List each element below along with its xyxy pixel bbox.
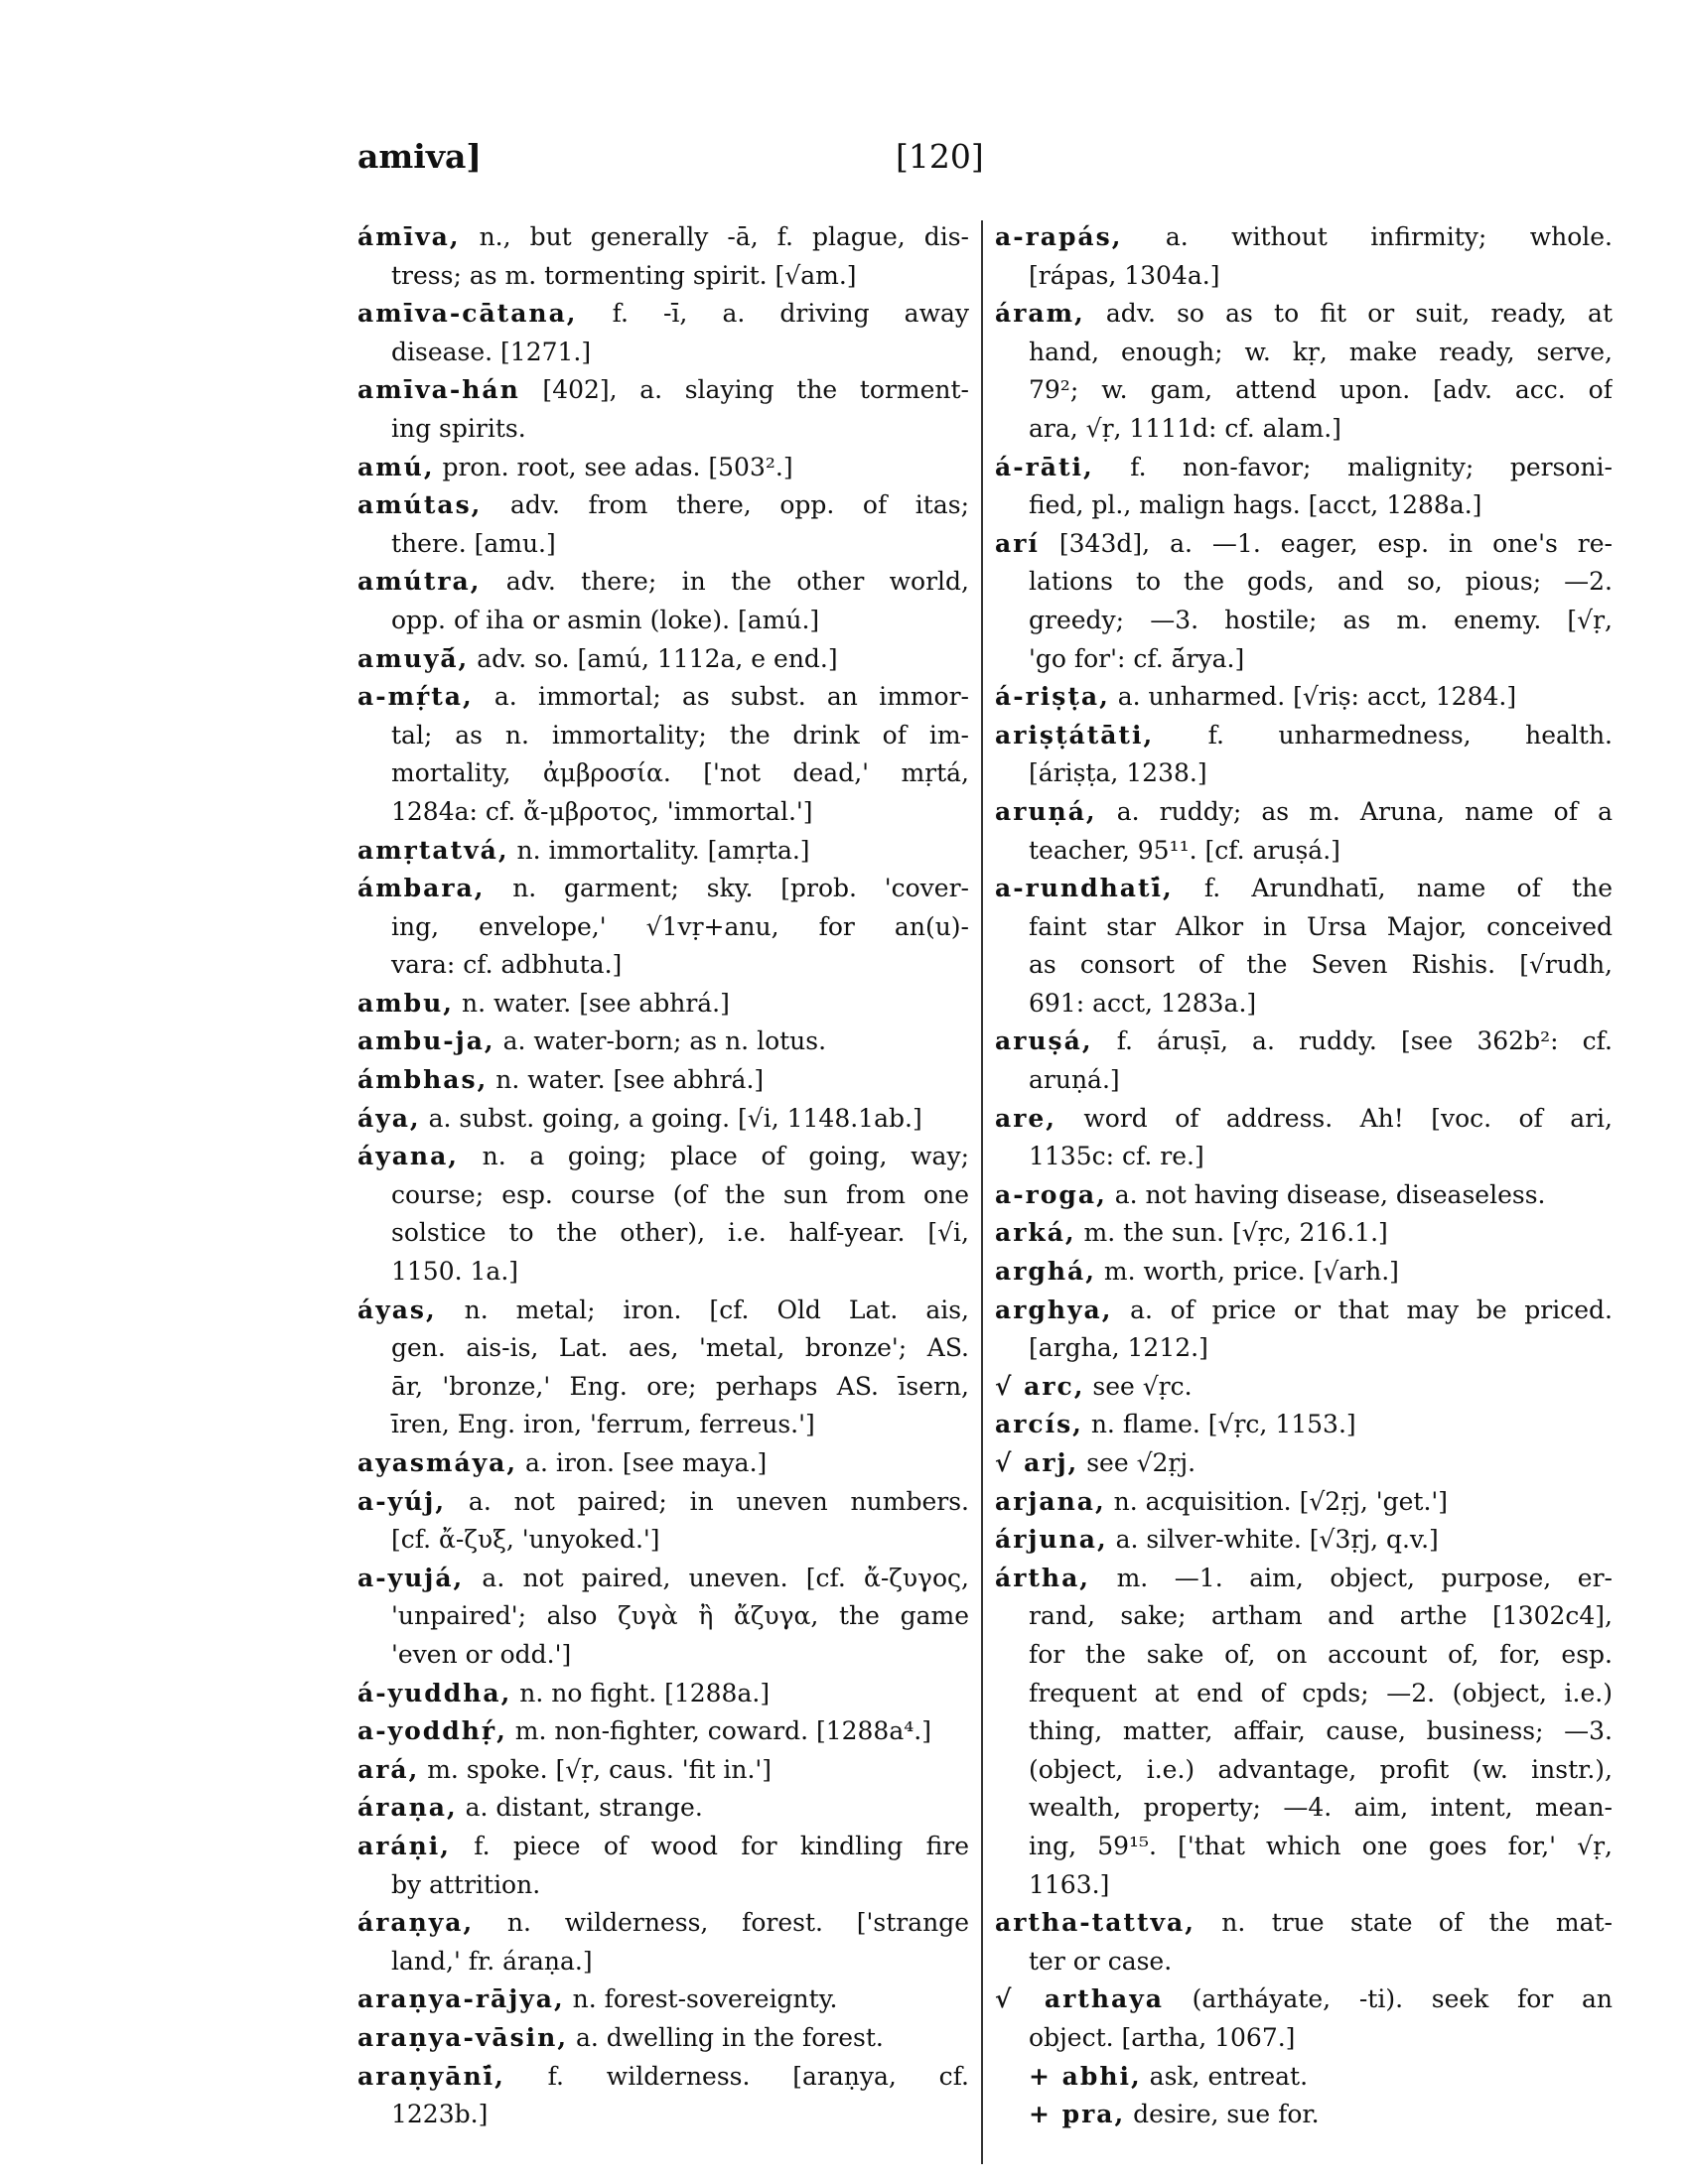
entry-line <box>357 1751 969 1790</box>
definition-text: desire, sue for. <box>1125 2100 1320 2129</box>
definition-text: frequent at end of cpds; —2. (object, i.e.) <box>1029 1678 1613 1707</box>
definition-text: f. unharmedness, health. <box>1154 720 1613 750</box>
entry-line <box>357 1100 969 1139</box>
running-head: amiva] <box>357 137 483 176</box>
headword: ámbhas, <box>357 1065 489 1095</box>
definition-text: [cf. ἄ-ζυξ, 'unyoked.'] <box>391 1525 660 1555</box>
entry-line <box>357 832 969 871</box>
entry-continuation <box>995 1943 1613 1981</box>
entry-continuation <box>357 754 969 793</box>
definition-text: (object, i.e.) advantage, profit (w. instr.), <box>1029 1754 1613 1784</box>
headword: ariṣṭátāti, <box>995 720 1155 750</box>
left-column <box>357 218 969 2134</box>
entry-continuation <box>995 410 1613 449</box>
entry-line <box>995 793 1613 832</box>
entry-continuation <box>995 486 1613 525</box>
definition-text: 1284a: cf. ἄ-μβροτος, 'immortal.'] <box>391 796 813 826</box>
definition-text: a. ruddy; as m. Aruna, name of a <box>1096 796 1613 826</box>
definition-text: [argha, 1212.] <box>1029 1333 1208 1363</box>
definition-text: 1163.] <box>1029 1869 1110 1899</box>
entry-line <box>357 1061 969 1100</box>
entry-continuation <box>357 1636 969 1675</box>
entry-line <box>357 1789 969 1828</box>
entry-continuation <box>357 2096 969 2134</box>
headword: ayasmáya, <box>357 1448 518 1477</box>
entry-line <box>995 449 1613 487</box>
definition-text: n. water. [see abhrá.] <box>454 988 730 1018</box>
entry-line <box>357 1138 969 1176</box>
definition-text: mortality, ἀμβροσία. ['not dead,' mṛtá, <box>391 758 969 788</box>
headword: aruṇá, <box>995 796 1097 826</box>
page-number: [120] <box>896 137 984 176</box>
definition-text: pron. root, see adas. [503².] <box>434 452 793 481</box>
definition-text: a. water-born; as n. lotus. <box>494 1026 827 1056</box>
right-column <box>995 218 1613 2134</box>
definition-text: m. worth, price. [√arh.] <box>1095 1257 1399 1287</box>
entry-line <box>995 1253 1613 1292</box>
entry-line <box>995 525 1613 564</box>
entry-continuation <box>995 946 1613 985</box>
entry-continuation <box>995 1712 1613 1751</box>
headword: arcís, <box>995 1410 1083 1439</box>
entry-continuation <box>995 1138 1613 1176</box>
headword: amīva-hán <box>357 375 520 405</box>
headword: ámīva, <box>357 222 461 251</box>
entry-continuation <box>357 257 969 296</box>
entry-continuation <box>357 410 969 449</box>
definition-text: [áriṣṭa, 1238.] <box>1029 758 1207 788</box>
entry-line <box>357 1980 969 2019</box>
entry-continuation <box>995 1675 1613 1713</box>
definition-text: faint star Alkor in Ursa Major, conceived <box>1029 911 1613 941</box>
entry-line <box>995 1292 1613 1330</box>
entry-continuation <box>995 2096 1613 2134</box>
headword: áyana, <box>357 1142 460 1171</box>
entry-line <box>357 1483 969 1522</box>
headword: a-yujá, <box>357 1563 465 1592</box>
column-divider <box>981 220 983 2164</box>
definition-text: a. without infirmity; whole. <box>1122 222 1613 251</box>
headword: ámbara, <box>357 874 486 903</box>
entry-line <box>357 870 969 908</box>
definition-text: 'even or odd.'] <box>391 1639 572 1669</box>
entry-continuation <box>995 1751 1613 1790</box>
definition-text: ing, envelope,' √1vṛ+anu, for an(u)- <box>391 911 969 941</box>
definition-text: ter or case. <box>1029 1946 1173 1976</box>
definition-text: 1223b.] <box>391 2100 489 2129</box>
definition-text: a. not having disease, diseaseless. <box>1106 1179 1546 1209</box>
definition-text: n. immortality. [amṛta.] <box>508 835 810 865</box>
headword: √ arthaya <box>995 1984 1164 2014</box>
headword: aruṣá, <box>995 1026 1093 1056</box>
definition-text: greedy; —3. hostile; as m. enemy. [√ṛ, <box>1029 605 1613 634</box>
definition-text: m. the sun. [√ṛc, 216.1.] <box>1075 1218 1388 1248</box>
entry-continuation <box>357 717 969 755</box>
definition-text: (artháyate, -ti). seek for an <box>1163 1984 1613 2014</box>
definition-text: ing, 59¹⁵. ['that which one goes for,' √ṛ, <box>1029 1831 1613 1860</box>
entry-continuation <box>357 946 969 985</box>
entry-line <box>995 295 1613 334</box>
definition-text: course; esp. course (of the sun from one <box>391 1179 969 1209</box>
entry-continuation <box>357 1214 969 1253</box>
headword: ará, <box>357 1754 420 1784</box>
headword: a-roga, <box>995 1179 1107 1209</box>
entry-continuation <box>357 1406 969 1444</box>
headword: ambu-ja, <box>357 1026 495 1056</box>
definition-text: a. subst. going, a going. [√i, 1148.1ab.] <box>420 1103 922 1133</box>
definition-text: f. Arundhatī, name of the <box>1173 874 1613 903</box>
entry-continuation <box>995 1061 1613 1100</box>
headword: araṇya-vāsin, <box>357 2022 569 2052</box>
definition-text: a. of price or that may be priced. <box>1112 1295 1613 1324</box>
entry-line <box>357 1560 969 1598</box>
headword: a-rundhatī́, <box>995 874 1174 903</box>
definition-text: a. not paired; in uneven numbers. <box>446 1486 969 1516</box>
definition-text: tal; as n. immortality; the drink of im- <box>391 720 969 750</box>
entry-continuation <box>995 1636 1613 1675</box>
entry-line <box>995 678 1613 717</box>
definition-text: for the sake of, on account of, for, esp. <box>1029 1639 1613 1669</box>
entry-line <box>357 563 969 602</box>
headword: arí <box>995 528 1040 558</box>
entry-line <box>995 1483 1613 1522</box>
entry-continuation <box>357 1176 969 1215</box>
entry-continuation <box>995 1828 1613 1866</box>
entry-continuation <box>357 1597 969 1636</box>
headword: a-mṛ́ta, <box>357 682 474 712</box>
entry-continuation <box>995 2058 1613 2097</box>
entry-line <box>357 1292 969 1330</box>
headword: √ arc, <box>995 1371 1085 1401</box>
definition-text: n. wilderness, forest. ['strange <box>474 1908 969 1938</box>
entry-continuation <box>995 640 1613 679</box>
entry-line <box>995 1560 1613 1598</box>
headword: + pra, <box>1029 2100 1126 2129</box>
definition-text: tress; as m. tormenting spirit. [√am.] <box>391 260 857 290</box>
definition-text: adv. so as to fit or suit, ready, at <box>1084 299 1613 329</box>
definition-text: fied, pl., malign hags. [acct, 1288a.] <box>1029 490 1482 520</box>
definition-text: n. forest-sovereignty. <box>564 1984 838 2014</box>
entry-continuation <box>357 1866 969 1905</box>
definition-text: [343d], a. —1. eager, esp. in one's re- <box>1039 528 1613 558</box>
definition-text: disease. [1271.] <box>391 337 592 366</box>
definition-text: a. distant, strange. <box>457 1793 703 1823</box>
definition-text: as consort of the Seven Rishis. [√rudh, <box>1029 950 1613 980</box>
definition-text: teacher, 95¹¹. [cf. aruṣá.] <box>1029 835 1340 865</box>
definition-text: ing spirits. <box>391 413 526 443</box>
headword: araṇyānī́, <box>357 2061 505 2091</box>
definition-text: adv. so. [amú, 1112a, e end.] <box>469 643 838 673</box>
definition-text: f. áruṣī, a. ruddy. [see 362b²: cf. <box>1092 1026 1613 1056</box>
definition-text: a. dwelling in the forest. <box>568 2022 884 2052</box>
entry-line <box>995 1023 1613 1061</box>
definition-text: by attrition. <box>391 1869 541 1899</box>
headword: áram, <box>995 299 1085 329</box>
definition-text: n. flame. [√ṛc, 1153.] <box>1082 1410 1356 1439</box>
entry-continuation <box>995 1329 1613 1368</box>
definition-text: a. iron. [see maya.] <box>517 1448 768 1477</box>
headword: áraṇa, <box>357 1793 458 1823</box>
definition-text: īren, Eng. iron, 'ferrum, ferreus.'] <box>391 1410 815 1439</box>
definition-text: 1135c: cf. re.] <box>1029 1142 1204 1171</box>
entry-continuation <box>995 985 1613 1024</box>
headword: á-rāti, <box>995 452 1094 481</box>
entry-continuation <box>995 1866 1613 1905</box>
headword: áya, <box>357 1103 421 1133</box>
entry-line <box>357 371 969 410</box>
definition-text: wealth, property; —4. aim, intent, mean- <box>1029 1793 1613 1823</box>
definition-text: [rápas, 1304a.] <box>1029 260 1220 290</box>
entry-line <box>357 295 969 334</box>
entry-line <box>357 1904 969 1943</box>
definition-text: see √ṛc. <box>1084 1371 1193 1401</box>
definition-text: see √2ṛj. <box>1078 1448 1196 1477</box>
headword: a-yoddhṛ́, <box>357 1716 507 1746</box>
entry-continuation <box>357 1253 969 1292</box>
entry-continuation <box>357 1329 969 1368</box>
headword: amṛtatvá, <box>357 835 509 865</box>
definition-text: m. —1. aim, object, purpose, er- <box>1090 1563 1613 1592</box>
headword: amútra, <box>357 567 482 597</box>
headword: amīva-cātana, <box>357 299 578 329</box>
headword: árjuna, <box>995 1525 1108 1555</box>
headword: a-yúj, <box>357 1486 447 1516</box>
definition-text: 1150. 1a.] <box>391 1257 519 1287</box>
definition-text: ār, 'bronze,' Eng. ore; perhaps AS. īsern, <box>391 1371 969 1401</box>
entry-line <box>357 1712 969 1751</box>
entry-line <box>357 486 969 525</box>
entry-line <box>995 1406 1613 1444</box>
definition-text: gen. ais-is, Lat. aes, 'metal, bronze'; AS. <box>391 1333 969 1363</box>
definition-text: land,' fr. áraṇa.] <box>391 1946 593 1976</box>
definition-text: n. no fight. [1288a.] <box>511 1678 771 1707</box>
entry-line <box>995 1214 1613 1253</box>
entry-line <box>995 1368 1613 1407</box>
definition-text: n. acquisition. [√2ṛj, 'get.'] <box>1105 1486 1449 1516</box>
entry-line <box>357 1675 969 1713</box>
headword: arghá, <box>995 1257 1096 1287</box>
entry-line <box>995 1521 1613 1560</box>
definition-text: object. [artha, 1067.] <box>1029 2022 1296 2052</box>
entry-line <box>995 717 1613 755</box>
headword: aráṇi, <box>357 1831 451 1860</box>
entry-line <box>357 985 969 1024</box>
headword: √ arj, <box>995 1448 1079 1477</box>
entry-line <box>357 1023 969 1061</box>
page-header <box>357 137 1350 187</box>
entry-line <box>357 1828 969 1866</box>
entry-line <box>357 2019 969 2058</box>
definition-text: thing, matter, affair, cause, business; —3. <box>1029 1716 1613 1746</box>
entry-line <box>995 1100 1613 1139</box>
headword: amuyā́, <box>357 643 470 673</box>
entry-continuation <box>995 908 1613 947</box>
entry-line <box>357 449 969 487</box>
entry-continuation <box>357 1943 969 1981</box>
definition-text: [402], a. slaying the torment- <box>519 375 969 405</box>
definition-text: n. true state of the mat- <box>1195 1908 1613 1938</box>
entry-line <box>995 1444 1613 1483</box>
headword: áyas, <box>357 1295 437 1324</box>
entry-continuation <box>357 908 969 947</box>
definition-text: 79²; w. gam, attend upon. [adv. acc. of <box>1029 375 1613 405</box>
entry-continuation <box>995 257 1613 296</box>
entry-line <box>357 640 969 679</box>
definition-text: f. -ī, a. driving away <box>577 299 969 329</box>
entry-continuation <box>357 602 969 640</box>
headword: artha-tattva, <box>995 1908 1196 1938</box>
definition-text: f. piece of wood for kindling fire <box>450 1831 969 1860</box>
definition-text: solstice to the other), i.e. half-year. [√i, <box>391 1218 969 1248</box>
headword: á-yuddha, <box>357 1678 512 1707</box>
definition-text: n. water. [see abhrá.] <box>488 1065 765 1095</box>
entry-continuation <box>357 1521 969 1560</box>
definition-text: a. not paired, uneven. [cf. ἄ-ζυγος, <box>464 1563 969 1592</box>
definition-text: adv. from there, opp. of itas; <box>482 490 969 520</box>
definition-text: f. wilderness. [araṇya, cf. <box>504 2061 969 2091</box>
definition-text: lations to the gods, and so, pious; —2. <box>1029 567 1613 597</box>
definition-text: n. a going; place of going, way; <box>459 1142 969 1171</box>
definition-text: m. non-fighter, coward. [1288a⁴.] <box>506 1716 931 1746</box>
definition-text: hand, enough; w. kṛ, make ready, serve, <box>1029 337 1613 366</box>
headword: ambu, <box>357 988 455 1018</box>
definition-text: 691: acct, 1283a.] <box>1029 988 1257 1018</box>
headword: are, <box>995 1103 1056 1133</box>
entry-line <box>995 1904 1613 1943</box>
definition-text: a. silver-white. [√3ṛj, q.v.] <box>1107 1525 1439 1555</box>
definition-text: ara, √ṛ, 1111d: cf. alam.] <box>1029 413 1341 443</box>
definition-text: n. garment; sky. [prob. 'cover- <box>485 874 969 903</box>
headword: ártha, <box>995 1563 1090 1592</box>
entry-continuation <box>357 1368 969 1407</box>
entry-continuation <box>995 334 1613 372</box>
definition-text: n., but generally -ā, f. plague, dis- <box>460 222 969 251</box>
definition-text: a. unharmed. [√riṣ: acct, 1284.] <box>1109 682 1517 712</box>
entry-continuation <box>995 754 1613 793</box>
entry-continuation <box>995 1789 1613 1828</box>
definition-text: ask, entreat. <box>1141 2061 1309 2091</box>
entry-continuation <box>995 602 1613 640</box>
entry-line <box>995 870 1613 908</box>
definition-text: adv. there; in the other world, <box>481 567 969 597</box>
definition-text: there. [amu.] <box>391 528 556 558</box>
headword: amútas, <box>357 490 483 520</box>
entry-continuation <box>357 525 969 564</box>
entry-continuation <box>995 832 1613 871</box>
headword: arká, <box>995 1218 1076 1248</box>
definition-text: f. non-favor; malignity; personi- <box>1093 452 1613 481</box>
definition-text: n. metal; iron. [cf. Old Lat. ais, <box>436 1295 969 1324</box>
headword: a-rapás, <box>995 222 1123 251</box>
headword: arjana, <box>995 1486 1106 1516</box>
definition-text: opp. of iha or asmin (loke). [amú.] <box>391 605 820 634</box>
entry-continuation <box>357 793 969 832</box>
definition-text: a. immortal; as subst. an immor- <box>473 682 969 712</box>
entry-continuation <box>357 334 969 372</box>
definition-text: 'go for': cf. ā́rya.] <box>1029 643 1245 673</box>
definition-text: aruṇá.] <box>1029 1065 1120 1095</box>
entry-line <box>995 218 1613 257</box>
headword: + abhi, <box>1029 2061 1142 2091</box>
definition-text: m. spoke. [√ṛ, caus. 'fit in.'] <box>419 1754 773 1784</box>
headword: arghya, <box>995 1295 1113 1324</box>
headword: áraṇya, <box>357 1908 475 1938</box>
entry-continuation <box>995 371 1613 410</box>
definition-text: vara: cf. adbhuta.] <box>391 950 623 980</box>
entry-continuation <box>995 563 1613 602</box>
headword: á-riṣṭa, <box>995 682 1110 712</box>
entry-line <box>357 1444 969 1483</box>
entry-continuation <box>995 1597 1613 1636</box>
entry-line <box>995 1980 1613 2019</box>
entry-line <box>357 2058 969 2097</box>
entry-line <box>357 678 969 717</box>
entry-line <box>995 1176 1613 1215</box>
entry-line <box>357 218 969 257</box>
headword: araṇya-rājya, <box>357 1984 565 2014</box>
headword: amú, <box>357 452 435 481</box>
entry-continuation <box>995 2019 1613 2058</box>
definition-text: rand, sake; artham and arthe [1302c4], <box>1029 1601 1613 1631</box>
definition-text: word of address. Ah! [voc. of ari, <box>1055 1103 1613 1133</box>
definition-text: 'unpaired'; also ζυγὰ ἢ ἄζυγα, the game <box>391 1601 969 1631</box>
